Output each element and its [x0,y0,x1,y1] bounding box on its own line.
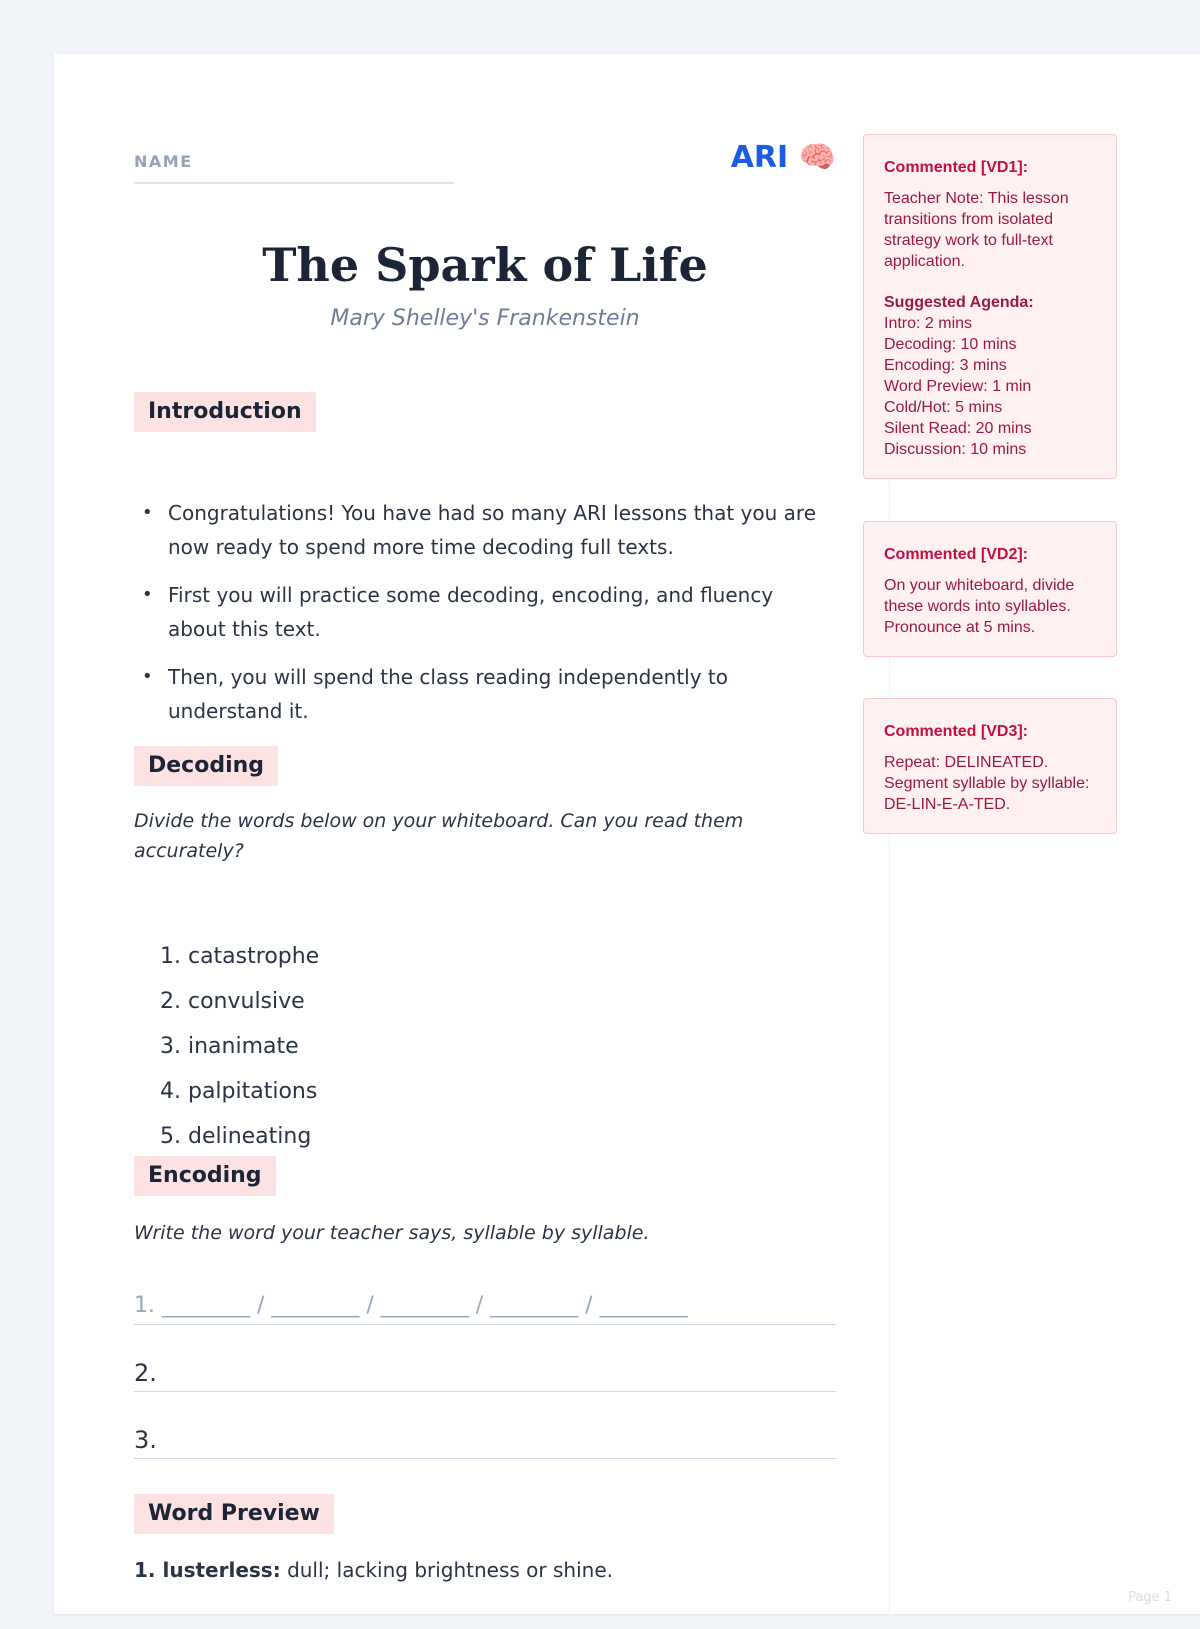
agenda-item: Word Preview: 1 min [884,378,1032,395]
page-number: Page 1 [1128,1590,1172,1605]
comment-body: Teacher Note: This lesson transitions from isolated strategy work to full-text application. [884,190,1069,270]
name-label: NAME [134,152,193,171]
agenda-item: Intro: 2 mins [884,315,973,332]
agenda-item: Discussion: 10 mins [884,441,1027,458]
word-preview-term: 1. lusterless: [134,1558,281,1582]
encoding-instruction: Write the word your teacher says, syllable by syllable. [134,1222,650,1244]
word-preview-definition: dull; lacking brightness or shine. [287,1558,613,1582]
agenda-item: Cold/Hot: 5 mins [884,399,1003,416]
comment-body: On your whiteboard, divide these words into syllables. Pronounce at 5 mins. [884,577,1075,636]
agenda-item: Decoding: 10 mins [884,336,1017,353]
introduction-list [134,496,836,742]
name-row [134,140,836,180]
comment-card-vd2[interactable] [863,521,1117,657]
brand-logo [731,140,836,175]
comment-card-vd1[interactable] [863,134,1117,479]
agenda-item: Silent Read: 20 mins [884,420,1032,437]
encoding-row-label: 2. [134,1359,157,1387]
name-input-line[interactable] [134,182,454,184]
brand-text: ARI [730,140,789,175]
section-heading-decoding: Decoding [134,746,278,786]
brain-icon: 🧠 [798,140,836,175]
encoding-answer-line[interactable] [134,1325,836,1392]
list-item: • Then, you will spend the class reading independently to understand it. [134,660,836,728]
comment-card-vd3[interactable] [863,698,1117,834]
section-heading-introduction: Introduction [134,392,316,432]
list-item: 4. palpitations [160,1079,318,1104]
section-heading-word-preview: Word Preview [134,1494,334,1534]
encoding-row-label: 1. ________ / ________ / ________ / ________ / ________ [134,1293,688,1318]
page-title: The Spark of Life [262,238,708,292]
agenda-list [884,313,1098,460]
decoding-instruction: Divide the words below on your whiteboard. Can you read them accurately? [134,810,744,862]
comment-body: Repeat: DELINEATED. Segment syllable by syllable: DE-LIN-E-A-TED. [884,754,1090,813]
word-preview-item [134,1558,613,1582]
section-heading-encoding: Encoding [134,1156,276,1196]
encoding-answer-line[interactable] [134,1392,836,1459]
list-item: 2. convulsive [160,989,305,1014]
agenda-item: Encoding: 3 mins [884,357,1007,374]
decoding-word-list [160,934,319,1159]
page-subtitle: Mary Shelley's Frankenstein [330,306,640,331]
list-item: 1. catastrophe [160,944,320,969]
comment-title: Commented [VD3]: [884,723,1029,740]
encoding-row-label: 3. [134,1426,157,1454]
agenda-title: Suggested Agenda: [884,294,1034,311]
list-item: • Congratulations! You have had so many ARI lessons that you are now ready to spend more time decoding full texts. [134,496,836,564]
encoding-answer-line[interactable] [134,1258,836,1325]
list-item: 3. inanimate [160,1034,299,1059]
list-item: 5. delineating [160,1124,312,1149]
comment-title: Commented [VD1]: [884,159,1029,176]
comment-title: Commented [VD2]: [884,546,1029,563]
list-item: • First you will practice some decoding, encoding, and fluency about this text. [134,578,836,646]
